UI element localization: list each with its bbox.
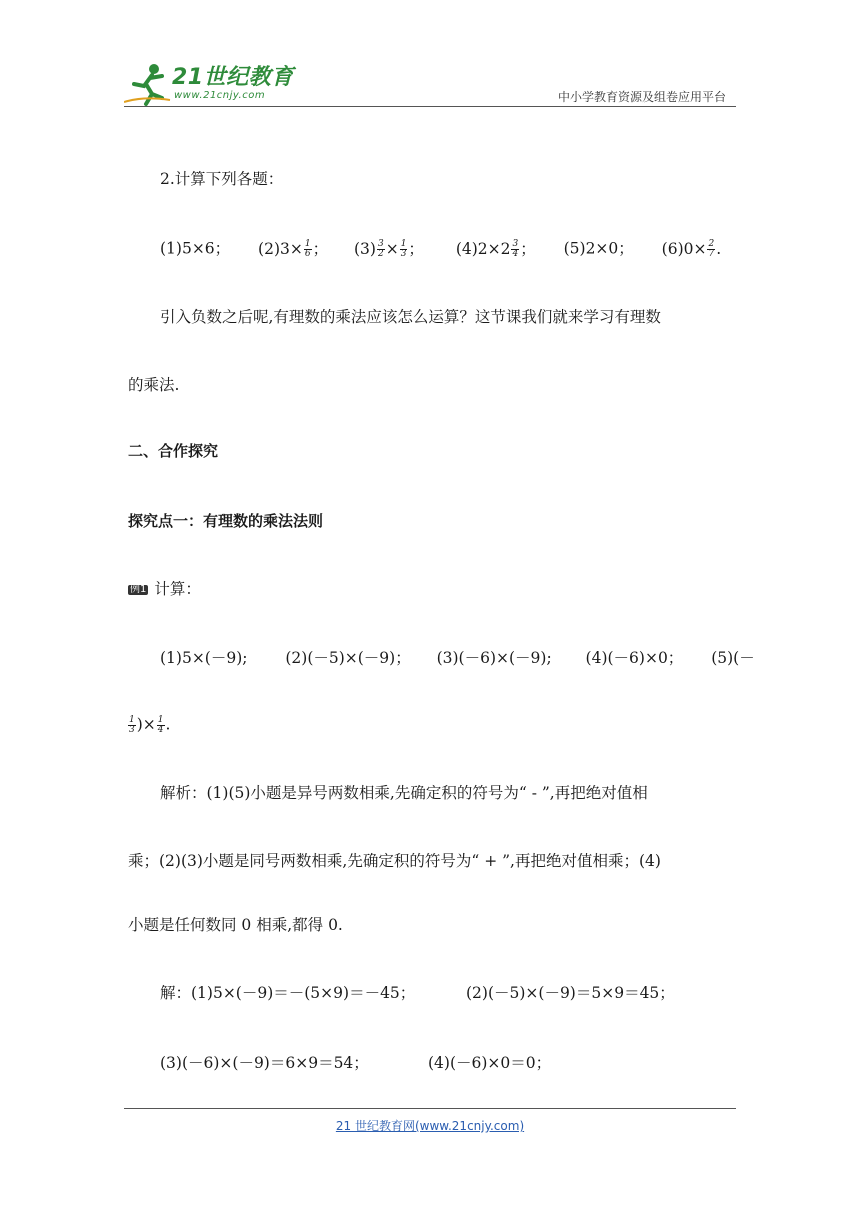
header-divider: [124, 106, 736, 107]
item-2: (2)3× $\frac{1}{6}$ ；: [258, 239, 329, 259]
ex-item-1: (1)5×(－9);: [160, 649, 248, 667]
analysis-line-2: 乘；(2)(3)小题是同号两数相乘,先确定积的符号为“ + ”,再把绝对值相乘；(4): [128, 852, 661, 870]
analysis-line-1: 解析：(1)(5)小题是异号两数相乘,先确定积的符号为“ - ”,再把绝对值相: [160, 784, 648, 802]
intro-line-2: 的乘法.: [128, 376, 180, 394]
site-logo: [124, 60, 294, 106]
ex-item-2: (2)(－5)×(－9)；: [285, 649, 411, 667]
ex-item-4: (4)(－6)×0；: [585, 649, 684, 667]
item-1: (1)5×6；: [160, 239, 231, 258]
item-4: (4)2×2 $\frac{3}{4}$ ；: [455, 239, 536, 259]
ex-item-5: (5)(－: [711, 649, 755, 667]
logo-url: www.21cnjy.com: [174, 90, 266, 101]
solution-4: (4)(－6)×0＝0；: [428, 1054, 552, 1072]
example-item-5-cont: $\frac{1}{3}$ )× $\frac{1}{4}$ .: [129, 715, 171, 735]
example-items: [160, 651, 755, 667]
solution-2: (2)(－5)×(－9)＝5×9＝45；: [466, 984, 675, 1002]
item-3: (3) $\frac{3}{2}$ × $\frac{1}{3}$ ；: [353, 239, 424, 259]
solution-1: 解：(1)5×(－9)＝－(5×9)＝－45；: [160, 984, 416, 1002]
item-6: (6)0× $\frac{2}{7}$ .: [661, 239, 722, 259]
section-heading: 二、合作探究: [128, 442, 219, 460]
example-title: [128, 582, 201, 598]
footer-link[interactable]: 21 世纪教育网(www.21cnjy.com): [335, 1119, 525, 1133]
runner-logo-icon: [124, 62, 172, 106]
intro-line-1: 引入负数之后呢,有理数的乘法应该怎么运算？这节课我们就来学习有理数: [160, 308, 661, 326]
solution-3: (3)(－6)×(－9)＝6×9＝54；: [160, 1054, 369, 1072]
platform-name: 中小学教育资源及组卷应用平台: [557, 90, 726, 104]
subsection-heading: 探究点一：有理数的乘法法则: [128, 512, 324, 530]
logo-text: 21世纪教育: [172, 65, 294, 90]
question-items: [160, 240, 721, 259]
analysis-line-3: 小题是任何数同 0 相乘,都得 0.: [128, 916, 343, 934]
footer-divider: [124, 1108, 736, 1109]
example-prompt: 计算：: [154, 580, 201, 598]
item-5: (5)2×0；: [563, 239, 634, 258]
example-badge: 例1: [130, 584, 147, 595]
question-prompt: 2.计算下列各题：: [160, 170, 284, 188]
ex-item-3: (3)(－6)×(－9);: [436, 649, 552, 667]
